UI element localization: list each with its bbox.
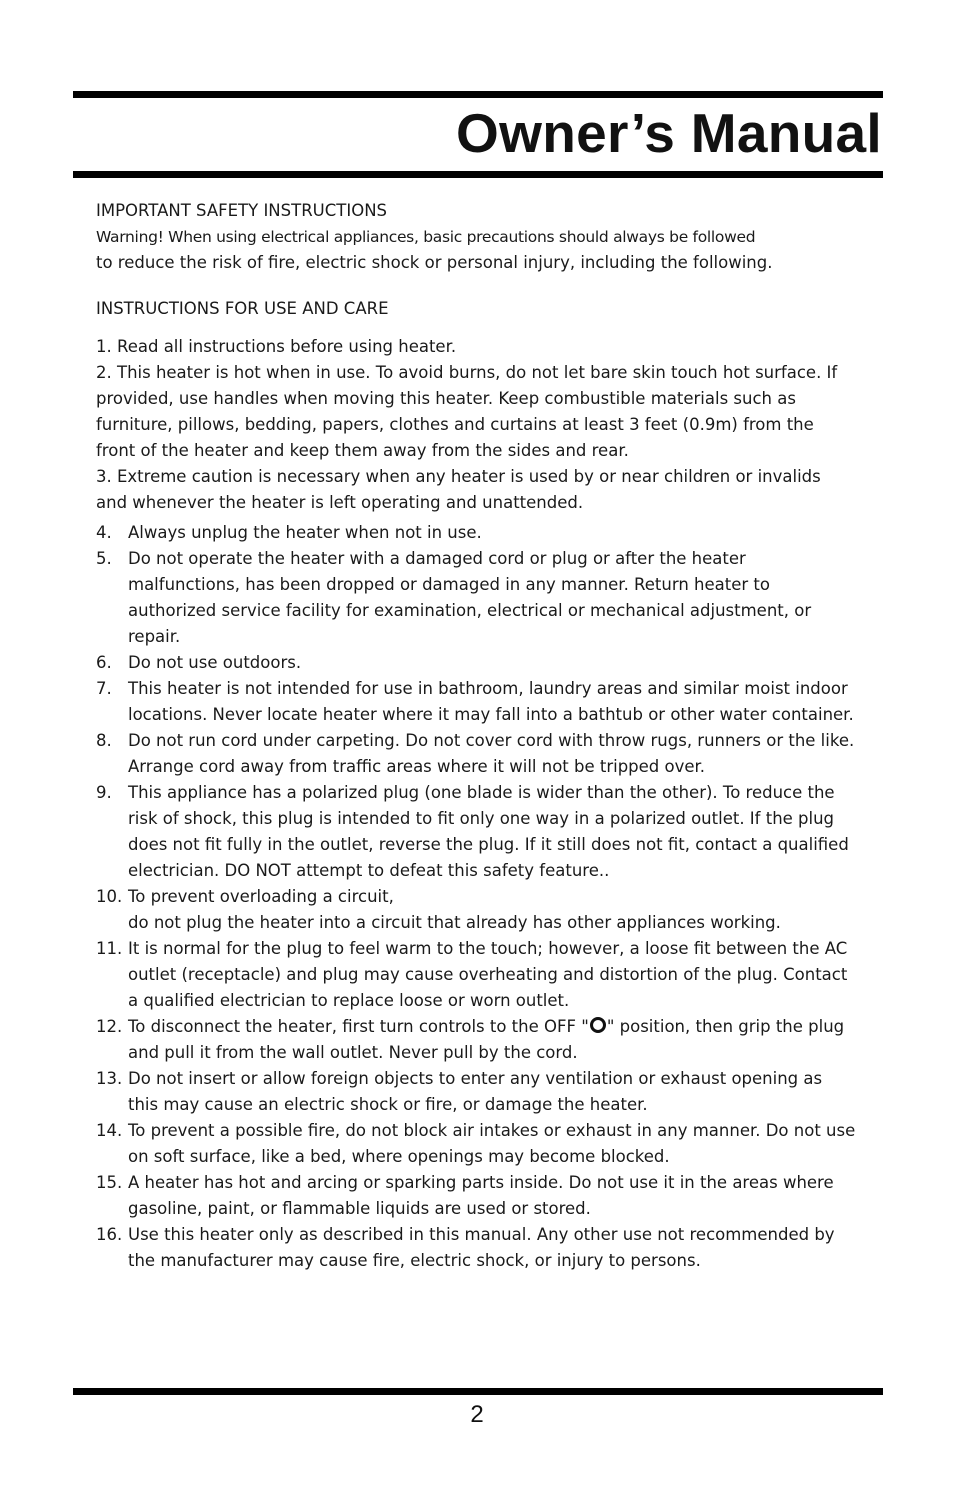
item-text-after-icon: " position, then grip the plug and pull it from the wall outlet. Never pull by the cord. [128, 1017, 845, 1062]
instruction-item-11 [96, 936, 856, 1014]
off-circle-icon [590, 1017, 606, 1033]
item-number: 11. [96, 939, 123, 958]
item-text: To prevent overloading a circuit, [128, 887, 394, 906]
item-number: 15. [96, 1173, 123, 1192]
item-number: 7. [96, 679, 112, 698]
header-rule-bottom [73, 171, 883, 178]
item-text: Do not operate the heater with a damaged cord or plug or after the heater malfunctions, has been dropped or damaged in any manner. Return heater to authorized service facility for examination, electrical or mechanical adjustment, or repair. [128, 549, 812, 646]
warning-line-2: to reduce the risk of fire, electric shock or personal injury, including the following. [96, 253, 773, 272]
care-heading: INSTRUCTIONS FOR USE AND CARE [96, 299, 389, 318]
page-number: 2 [470, 1401, 484, 1428]
instruction-item-4 [96, 520, 856, 546]
warning-line-1: Warning! When using electrical appliances, basic precautions should always be followed [96, 228, 756, 246]
item-text: Always unplug the heater when not in use. [128, 523, 482, 542]
instruction-item-15 [96, 1170, 856, 1222]
instruction-item-6 [96, 650, 856, 676]
item-number: 6. [96, 653, 112, 672]
item-text-before-icon: To disconnect the heater, first turn controls to the OFF " [128, 1017, 589, 1036]
instruction-item-1: 1. Read all instructions before using heater. [96, 337, 457, 356]
instruction-item-16 [96, 1222, 856, 1274]
header-rule-top [73, 91, 883, 98]
item-text: This appliance has a polarized plug (one blade is wider than the other). To reduce the risk of shock, this plug is intended to fit only one way in a polarized outlet. If the plug does not fit fully in the outlet, reverse the plug. If it still does not fit, contact a qualified electrician. DO NOT attempt to defeat this safety feature.. [128, 783, 849, 880]
item-text: Use this heater only as described in this manual. Any other use not recommended by the manufacturer may cause fire, electric shock, or injury to persons. [128, 1225, 835, 1270]
item-number: 8. [96, 731, 112, 750]
item-text: A heater has hot and arcing or sparking parts inside. Do not use it in the areas where gasoline, paint, or flammable liquids are used or stored. [128, 1173, 834, 1218]
item-text-continued: do not plug the heater into a circuit that already has other appliances working. [128, 913, 781, 932]
item-number: 16. [96, 1225, 123, 1244]
safety-heading: IMPORTANT SAFETY INSTRUCTIONS [96, 201, 388, 220]
item-number: 9. [96, 783, 112, 802]
manual-content [96, 198, 856, 1274]
item-number: 4. [96, 523, 112, 542]
instruction-item-12 [96, 1014, 856, 1066]
instruction-item-7 [96, 676, 856, 728]
instruction-item-5 [96, 546, 856, 650]
item-text: It is normal for the plug to feel warm to the touch; however, a loose fit between the AC outlet (receptacle) and plug may cause overheating and distortion of the plug. Contact a qualified electrician to replace loose or worn outlet. [128, 939, 848, 1010]
item-number: 13. [96, 1069, 123, 1088]
item-text: Do not run cord under carpeting. Do not cover cord with throw rugs, runners or the like. Arrange cord away from traffic areas where it will not be tripped over. [128, 731, 855, 776]
instruction-item-10 [96, 884, 856, 936]
instruction-item-9 [96, 780, 856, 884]
instruction-item-2: 2. This heater is hot when in use. To avoid burns, do not let bare skin touch hot surface. If provided, use handles when moving this heater. Keep combustible materials such as furniture, pillows, bedding, papers, clothes and curtains at least 3 feet (0.9m) from the front of the heater and keep them away from the sides and rear. [96, 363, 838, 460]
item-number: 12. [96, 1017, 123, 1036]
item-text: This heater is not intended for use in bathroom, laundry areas and similar moist indoor locations. Never locate heater where it may fall into a bathtub or other water container. [128, 679, 854, 724]
item-text: To prevent a possible fire, do not block air intakes or exhaust in any manner. Do not use on soft surface, like a bed, where openings may become blocked. [128, 1121, 856, 1166]
item-number: 5. [96, 549, 112, 568]
footer-rule [73, 1388, 883, 1395]
item-number: 14. [96, 1121, 123, 1140]
item-text: Do not insert or allow foreign objects to enter any ventilation or exhaust opening as this may cause an electric shock or fire, or damage the heater. [128, 1069, 823, 1114]
instruction-list [96, 520, 856, 1274]
instruction-item-13 [96, 1066, 856, 1118]
item-number: 10. [96, 887, 123, 906]
item-text: Do not use outdoors. [128, 653, 302, 672]
instruction-item-3: 3. Extreme caution is necessary when any heater is used by or near children or invalids and whenever the heater is left operating and unattended. [96, 467, 821, 512]
instruction-item-14 [96, 1118, 856, 1170]
instruction-item-8 [96, 728, 856, 780]
page-title: Owner’s Manual [456, 102, 882, 164]
instruction-paragraphs [96, 334, 856, 516]
